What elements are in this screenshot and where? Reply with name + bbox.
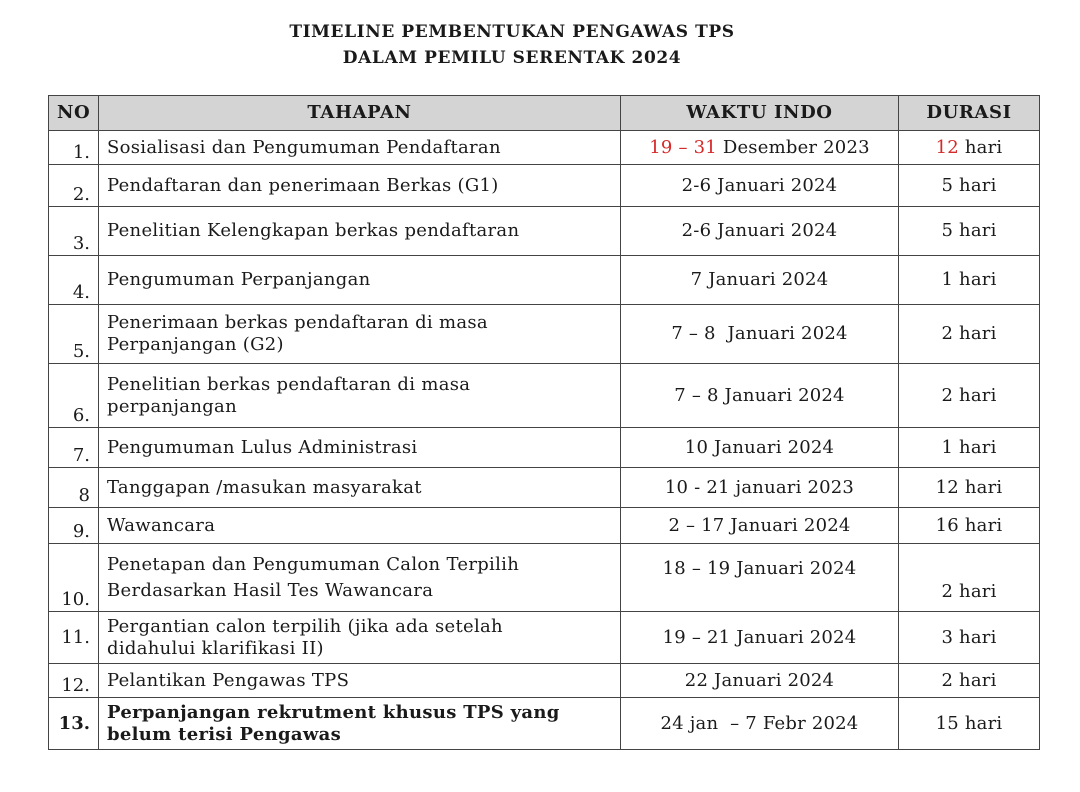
row-durasi: 12 hari [899, 468, 1040, 508]
row-waktu: 24 jan – 7 Febr 2024 [621, 698, 899, 750]
row-no: 6. [49, 364, 99, 428]
row-no: 5. [49, 305, 99, 364]
tahapan-line1: Penetapan dan Pengumuman Calon Terpilih [107, 553, 520, 575]
row-durasi: 16 hari [899, 508, 1040, 544]
row-tahapan [99, 698, 621, 750]
row-durasi: 2 hari [899, 364, 1040, 428]
row-no: 11. [49, 612, 99, 664]
row-tahapan: Wawancara [99, 508, 621, 544]
table-header-row [49, 96, 1040, 131]
table-row [49, 305, 1040, 364]
table-row [49, 508, 1040, 544]
row-tahapan: Pengumuman Lulus Administrasi [99, 428, 621, 468]
table-row [49, 428, 1040, 468]
tahapan-line2: perpanjangan [107, 395, 237, 417]
row-tahapan [99, 612, 621, 664]
durasi-rest: hari [964, 136, 1003, 158]
row-waktu: 22 Januari 2024 [621, 664, 899, 698]
document-title-line1: TIMELINE PEMBENTUKAN PENGAWAS TPS [289, 22, 735, 42]
row-durasi: 1 hari [899, 428, 1040, 468]
waktu-rest: Desember 2023 [722, 136, 870, 158]
row-tahapan [99, 544, 621, 612]
tahapan-line2: didahului klarifikasi II) [107, 637, 324, 659]
row-tahapan: Pengumuman Perpanjangan [99, 256, 621, 305]
durasi-highlight: 12 [935, 136, 959, 158]
row-tahapan: Sosialisasi dan Pengumuman Pendaftaran [99, 131, 621, 165]
row-no: 10. [49, 544, 99, 612]
row-waktu [621, 131, 899, 165]
tahapan-line1: Penelitian berkas pendaftaran di masa [107, 373, 471, 395]
row-durasi: 15 hari [899, 698, 1040, 750]
row-waktu: 7 – 8 Januari 2024 [621, 305, 899, 364]
table-row [49, 468, 1040, 508]
row-tahapan: Penelitian Kelengkapan berkas pendaftaran [99, 207, 621, 256]
row-tahapan [99, 364, 621, 428]
table-row [49, 664, 1040, 698]
tahapan-line1: Penerimaan berkas pendaftaran di masa [107, 312, 488, 333]
table-row [49, 698, 1040, 750]
header-waktu: WAKTU INDO [621, 96, 899, 131]
tahapan-line2: Berdasarkan Hasil Tes Wawancara [107, 579, 434, 601]
row-waktu: 10 - 21 januari 2023 [621, 468, 899, 508]
row-waktu: 10 Januari 2024 [621, 428, 899, 468]
row-waktu: 7 Januari 2024 [621, 256, 899, 305]
row-no: 2. [49, 165, 99, 207]
row-no: 3. [49, 207, 99, 256]
table-row [49, 256, 1040, 305]
row-durasi: 2 hari [899, 664, 1040, 698]
row-durasi: 1 hari [899, 256, 1040, 305]
row-waktu: 18 – 19 Januari 2024 [621, 544, 899, 612]
table-row [49, 165, 1040, 207]
row-no: 7. [49, 428, 99, 468]
row-tahapan: Tanggapan /masukan masyarakat [99, 468, 621, 508]
header-durasi: DURASI [899, 96, 1040, 131]
row-waktu: 2 – 17 Januari 2024 [621, 508, 899, 544]
timeline-table [48, 95, 1040, 750]
tahapan-line2: Perpanjangan (G2) [107, 334, 284, 355]
row-tahapan [99, 305, 621, 364]
document-title-line2: DALAM PEMILU SERENTAK 2024 [342, 48, 682, 68]
row-no: 13. [49, 698, 99, 750]
row-tahapan: Pelantikan Pengawas TPS [99, 664, 621, 698]
header-no: NO [49, 96, 99, 131]
row-no: 4. [49, 256, 99, 305]
row-no: 12. [49, 664, 99, 698]
row-durasi [899, 131, 1040, 165]
row-waktu: 19 – 21 Januari 2024 [621, 612, 899, 664]
row-durasi: 2 hari [899, 305, 1040, 364]
waktu-highlight: 19 – 31 [649, 136, 717, 158]
tahapan-line1: Pergantian calon terpilih (jika ada setelah [107, 615, 503, 637]
row-durasi: 3 hari [899, 612, 1040, 664]
header-tahapan: TAHAPAN [99, 96, 621, 131]
table-row [49, 544, 1040, 612]
row-no: 1. [49, 131, 99, 165]
row-tahapan: Pendaftaran dan penerimaan Berkas (G1) [99, 165, 621, 207]
tahapan-line1: Perpanjangan rekrutment khusus TPS yang [107, 701, 560, 723]
table-row [49, 612, 1040, 664]
row-waktu: 7 – 8 Januari 2024 [621, 364, 899, 428]
row-waktu: 2-6 Januari 2024 [621, 207, 899, 256]
row-no: 8 [49, 468, 99, 508]
row-no: 9. [49, 508, 99, 544]
row-durasi: 5 hari [899, 165, 1040, 207]
table-row [49, 364, 1040, 428]
row-waktu: 2-6 Januari 2024 [621, 165, 899, 207]
table-row [49, 207, 1040, 256]
table-row [49, 131, 1040, 165]
row-durasi: 2 hari [899, 544, 1040, 612]
row-durasi: 5 hari [899, 207, 1040, 256]
tahapan-line2: belum terisi Pengawas [107, 723, 342, 745]
